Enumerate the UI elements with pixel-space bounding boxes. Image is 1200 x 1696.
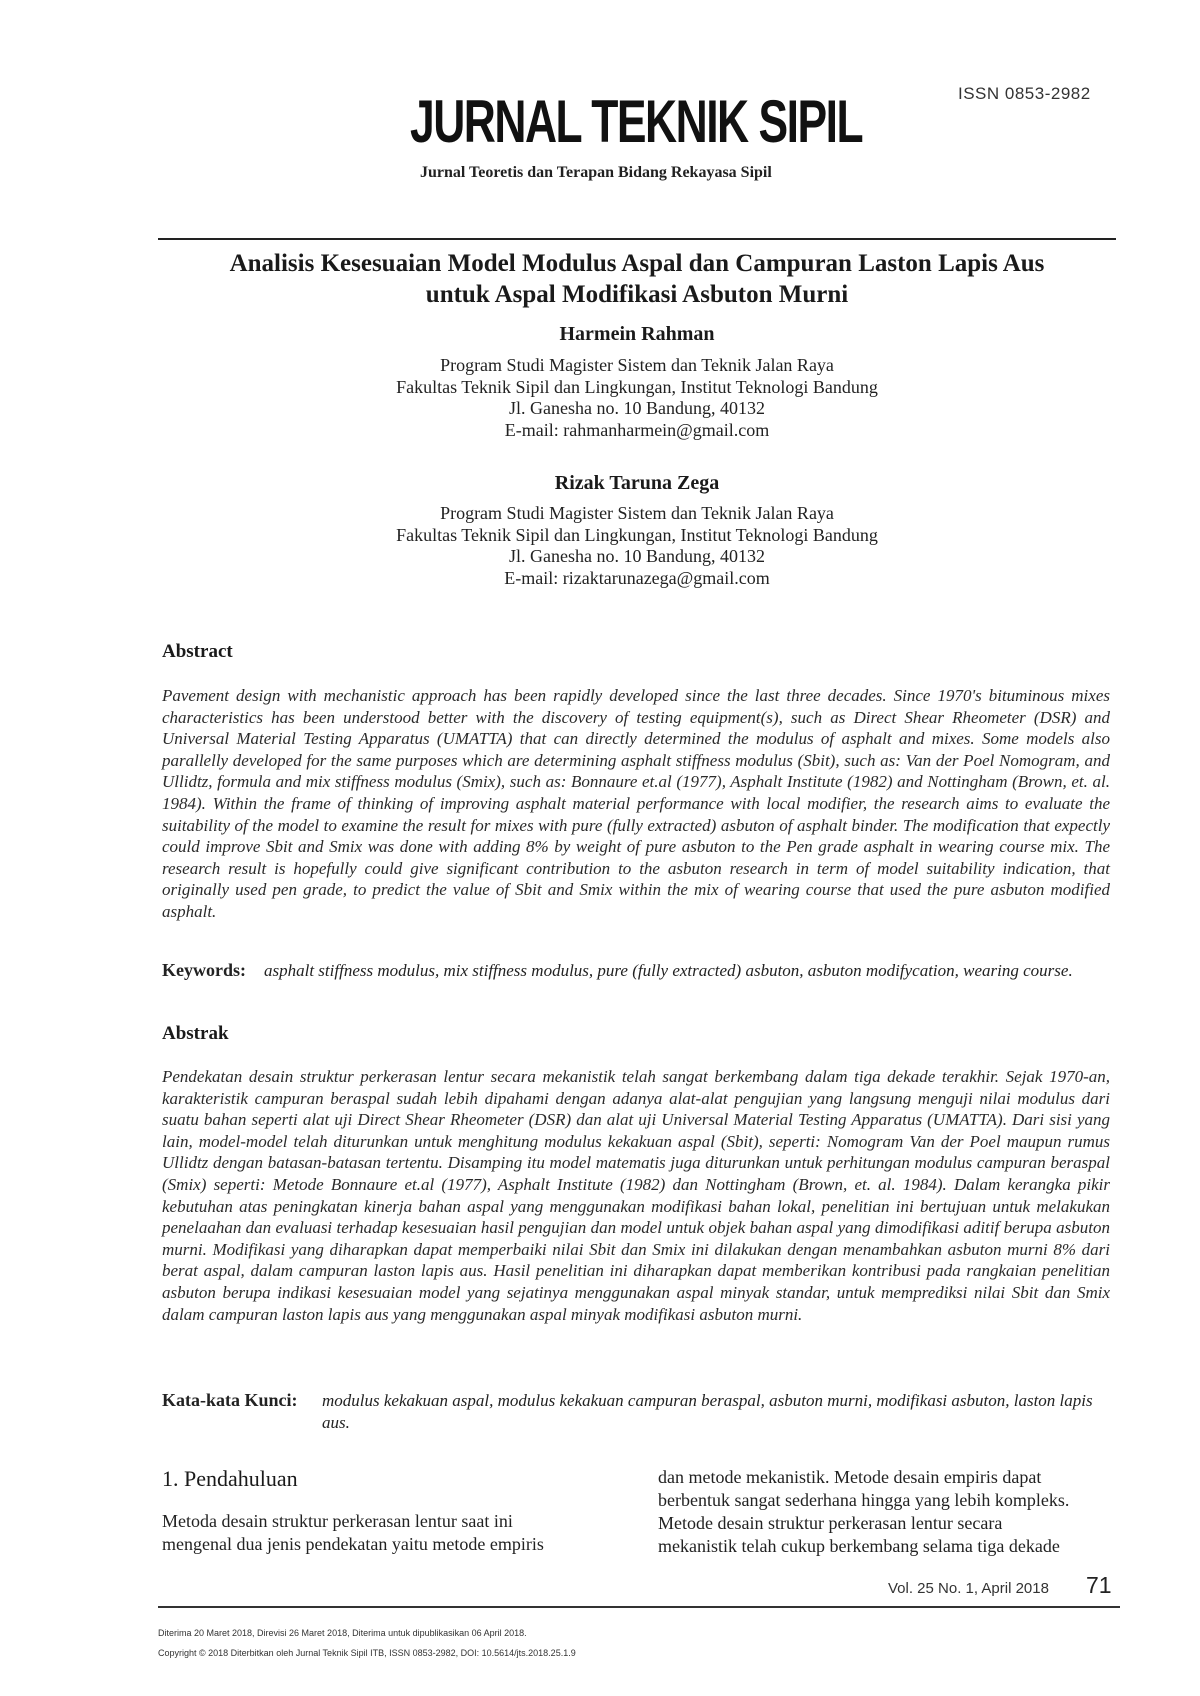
paper-title-line-1: Analisis Kesesuaian Model Modulus Aspal dan Campuran Laston Lapis Aus [229, 250, 1045, 277]
body-line: Metode desain struktur perkerasan lentur secara [658, 1513, 1003, 1533]
journal-title: JURNAL TEKNIK SIPIL [410, 88, 863, 155]
author-email: E-mail: rizaktarunazega@gmail.com [504, 567, 770, 588]
received-note: Diterima 20 Maret 2018, Direvisi 26 Maret 2018, Diterima untuk dipublikasikan 06 April 2018. [158, 1628, 527, 1638]
body-line: berbentuk sangat sederhana hingga yang lebih kompleks. [658, 1490, 1070, 1510]
body-line: dan metode mekanistik. Metode desain empiris dapat [658, 1467, 1042, 1487]
affiliation-line: Jl. Ganesha no. 10 Bandung, 40132 [509, 546, 765, 566]
abstrak-heading: Abstrak [162, 1023, 229, 1044]
keywords-block [162, 960, 1110, 982]
author-name: Harmein Rahman [559, 323, 715, 345]
section-heading: 1. Pendahuluan [162, 1466, 298, 1491]
affiliation-line: Program Studi Magister Sistem dan Teknik Jalan Raya [440, 503, 834, 523]
author-affiliation [158, 355, 1116, 441]
author-email: E-mail: rahmanharmein@gmail.com [504, 419, 770, 440]
volume-info: Vol. 25 No. 1, April 2018 [888, 1580, 1049, 1597]
issn-label: ISSN 0853-2982 [958, 84, 1091, 103]
body-line: mengenal dua jenis pendekatan yaitu metode empiris [162, 1534, 544, 1554]
body-column-right [658, 1466, 1112, 1558]
affiliation-line: Jl. Ganesha no. 10 Bandung, 40132 [509, 398, 765, 418]
kata-kunci-block [162, 1390, 1110, 1433]
body-column-left [162, 1510, 618, 1556]
page-number: 71 [1086, 1572, 1112, 1598]
keywords-label: Keywords: [162, 960, 246, 980]
footer-rule [158, 1606, 1120, 1608]
abstract-heading: Abstract [162, 641, 233, 662]
kata-kunci-label: Kata-kata Kunci: [162, 1390, 298, 1410]
header-rule [158, 238, 1116, 240]
affiliation-line: Fakultas Teknik Sipil dan Lingkungan, Institut Teknologi Bandung [396, 376, 878, 397]
copyright-note: Copyright © 2018 Diterbitkan oleh Jurnal Teknik Sipil ITB, ISSN 0853-2982, DOI: 10.5614/jts.2018.25.1.9 [158, 1648, 576, 1658]
author-affiliation [158, 503, 1116, 589]
journal-subtitle: Jurnal Teoretis dan Terapan Bidang Rekayasa Sipil [420, 164, 772, 181]
kata-kunci-text: modulus kekakuan aspal, modulus kekakuan campuran beraspal, asbuton murni, modifikasi asbuton, laston lapis aus. [322, 1391, 1093, 1432]
affiliation-line: Program Studi Magister Sistem dan Teknik Jalan Raya [440, 355, 834, 375]
keywords-text: asphalt stiffness modulus, mix stiffness modulus, pure (fully extracted) asbuton, asbuton modifycation, wearing course. [264, 961, 1073, 980]
body-line: Metoda desain struktur perkerasan lentur saat ini [162, 1511, 513, 1531]
abstrak-body: Pendekatan desain struktur perkerasan lentur secara mekanistik telah sangat berkembang dalam tiga dekade terakhir. Sejak 1970-an, karakteristik campuran beraspal sudah lebih dipahami dengan adanya alat-alat pengujian yang langsung menguji nilai modulus dari suatu bahan seperti alat uji Direct Shear Rheometer (DSR) dan alat uji Universal Material Testing Apparatus (UMATTA). Dari sisi yang lain, model-model telah diturunkan untuk menghitung modulus kekakuan aspal (Sbit), seperti: Nomogram Van der Poel maupun rumus Ullidtz dengan batasan-batasan tertentu. Disamping itu model matematis juga diturunkan untuk perhitungan modulus campuran beraspal (Smix) seperti: Metode Bonnaure et.al (1977), Asphalt Institute (1982) dan Nottingham (Brown, et. al. 1984). Dalam kerangka pikir kebutuhan atas peningkatan kinerja bahan aspal yang menggunakan modifikasi bahan lokal, penelitian ini bertujuan untuk melakukan penelaahan dan evaluasi terhadap kesesuaian hasil pengujian dan model untuk objek bahan aspal yang dimodifikasi aditif berupa asbuton murni. Modifikasi yang diharapkan dapat memperbaiki nilai Sbit dan Smix ini dilakukan dengan menambahkan asbuton murni 8% dari berat aspal, dalam campuran laston lapis aus. Hasil penelitian ini diharapkan dapat memberikan kontribusi pada rangkaian penelitian asbuton berupa indikasi kesesuaian model yang sejatinya menggunakan aspal minyak standar, untuk memprediksi nilai Sbit dan Smix dalam campuran laston lapis aus yang menggunakan aspal minyak modifikasi asbuton murni. [162, 1067, 1110, 1324]
paper-title [158, 248, 1116, 310]
abstract-body: Pavement design with mechanistic approach has been rapidly developed since the last three decades. Since 1970's bituminous mixes characteristics has been understood better with the discovery of testing equipment(s), such as Direct Shear Rheometer (DSR) and Universal Material Testing Apparatus (UMATTA) that can directly determined the modulus of asphalt and mixes. Some models also parallelly developed for the same purposes which are determining asphalt stiffness modulus (Sbit), such as: Van der Poel Nomogram, and Ullidtz, formula and mix stiffness modulus (Smix), such as: Bonnaure et.al (1977), Asphalt Institute (1982) and Nottingham (Brown, et. al. 1984). Within the frame of thinking of improving asphalt material performance with local modifier, the research aims to evaluate the suitability of the model to examine the result for mixes with pure (fully extracted) asbuton of asphalt binder. The modification that expectly could improve Sbit and Smix was done with adding 8% by weight of pure asbuton to the Pen grade asphalt in wearing course mix. The research result is hopefully could give significant contribution to the asbuton research in term of model suitability indication, that originally used pen grade, to predict the value of Sbit and Smix within the mix of wearing course that used the pure asbuton modified asphalt. [162, 686, 1110, 921]
author-name: Rizak Taruna Zega [554, 472, 720, 494]
paper-title-line-2: untuk Aspal Modifikasi Asbuton Murni [425, 281, 849, 308]
affiliation-line: Fakultas Teknik Sipil dan Lingkungan, Institut Teknologi Bandung [396, 524, 878, 545]
body-line: mekanistik telah cukup berkembang selama tiga dekade [658, 1536, 1060, 1556]
